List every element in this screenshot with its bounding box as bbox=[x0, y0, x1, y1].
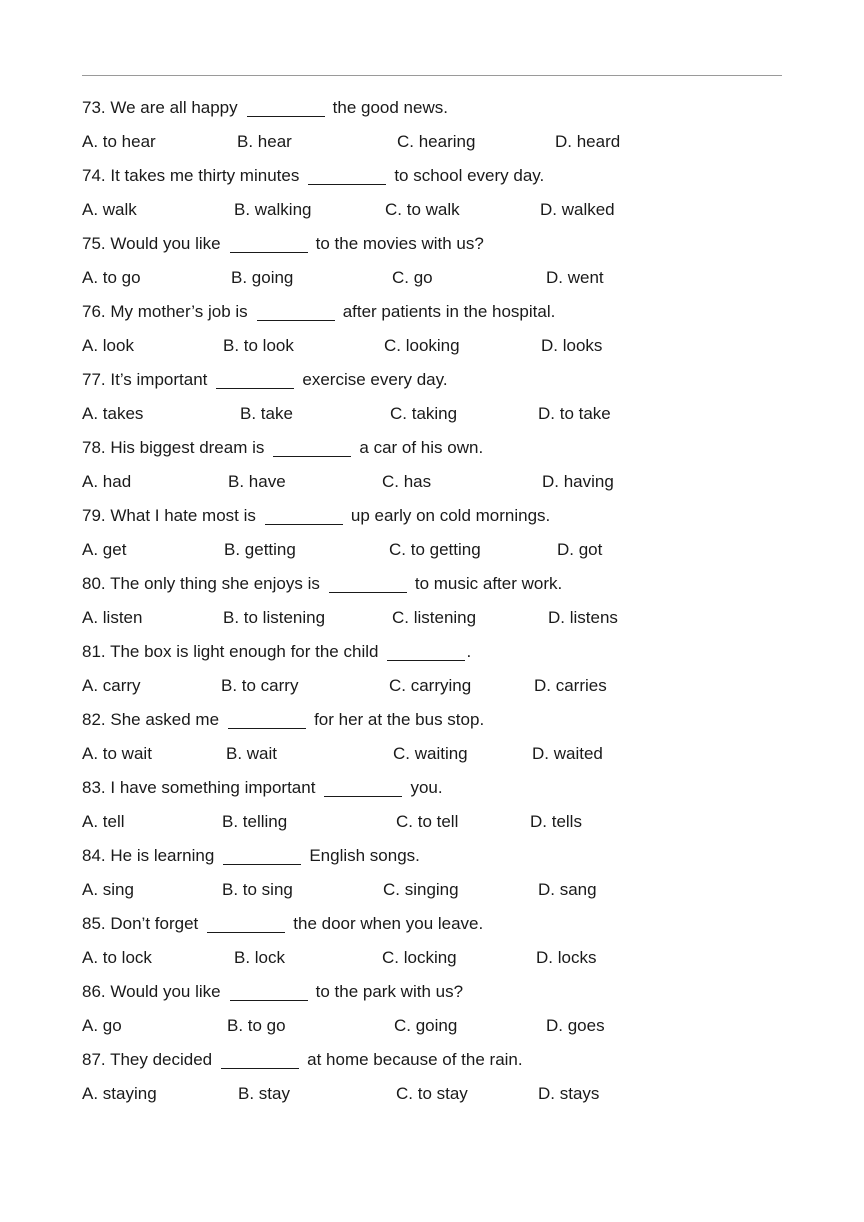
question-number: 79. bbox=[82, 506, 106, 525]
question-stem: What I hate most is bbox=[110, 506, 256, 525]
options-row bbox=[82, 1080, 802, 1114]
question-stem: The only thing she enjoys is bbox=[110, 574, 320, 593]
question-stem-end: up early on cold mornings. bbox=[350, 506, 551, 525]
option-c: C. carrying bbox=[389, 676, 472, 695]
option-b: B. to listening bbox=[223, 608, 326, 627]
question-number: 77. bbox=[82, 370, 106, 389]
question-stem: My mother’s job is bbox=[110, 302, 248, 321]
question-stem: I have something important bbox=[110, 778, 316, 797]
options-row bbox=[82, 196, 802, 230]
question-stem: We are all happy bbox=[110, 98, 238, 117]
option-b: B. to go bbox=[227, 1016, 286, 1035]
options-row bbox=[82, 1012, 802, 1046]
option-b: B. hear bbox=[237, 132, 292, 151]
options-row bbox=[82, 468, 802, 502]
option-c: C. taking bbox=[390, 404, 458, 423]
option-a: A. listen bbox=[82, 608, 143, 627]
question-number: 84. bbox=[82, 846, 106, 865]
options-row bbox=[82, 876, 802, 910]
answer-blank bbox=[247, 98, 325, 117]
question-stem-end: to the park with us? bbox=[315, 982, 464, 1001]
option-d: D. stays bbox=[538, 1084, 600, 1103]
option-c: C. locking bbox=[382, 948, 457, 967]
question-stem-end: a car of his own. bbox=[359, 438, 484, 457]
option-d: D. looks bbox=[541, 336, 603, 355]
answer-blank bbox=[221, 1050, 299, 1069]
question-number: 87. bbox=[82, 1050, 106, 1069]
answer-blank bbox=[324, 778, 402, 797]
question-82 bbox=[82, 706, 802, 740]
question-stem: Don’t forget bbox=[110, 914, 199, 933]
answer-blank bbox=[257, 302, 335, 321]
question-stem: It takes me thirty minutes bbox=[110, 166, 300, 185]
options-row bbox=[82, 536, 802, 570]
answer-blank bbox=[273, 438, 351, 457]
question-stem-end: the good news. bbox=[332, 98, 448, 117]
top-divider bbox=[82, 75, 782, 76]
question-stem-end: . bbox=[466, 642, 472, 661]
question-stem: Would you like bbox=[110, 982, 221, 1001]
option-b: B. going bbox=[231, 268, 294, 287]
options-row bbox=[82, 740, 802, 774]
option-b: B. to sing bbox=[222, 880, 293, 899]
question-stem-end: after patients in the hospital. bbox=[342, 302, 556, 321]
question-number: 80. bbox=[82, 574, 106, 593]
option-d: D. went bbox=[546, 268, 604, 287]
question-81 bbox=[82, 638, 802, 672]
question-stem-end: exercise every day. bbox=[302, 370, 448, 389]
question-stem: They decided bbox=[110, 1050, 213, 1069]
options-row bbox=[82, 808, 802, 842]
options-row bbox=[82, 604, 802, 638]
option-a: A. staying bbox=[82, 1084, 157, 1103]
option-c: C. to tell bbox=[396, 812, 459, 831]
answer-blank bbox=[230, 234, 308, 253]
question-number: 81. bbox=[82, 642, 106, 661]
option-d: D. heard bbox=[555, 132, 621, 151]
option-a: A. to go bbox=[82, 268, 141, 287]
question-stem-end: to school every day. bbox=[394, 166, 545, 185]
question-75 bbox=[82, 230, 802, 264]
question-number: 83. bbox=[82, 778, 106, 797]
question-number: 73. bbox=[82, 98, 106, 117]
question-stem: Would you like bbox=[110, 234, 221, 253]
option-b: B. wait bbox=[226, 744, 278, 763]
question-80 bbox=[82, 570, 802, 604]
option-b: B. lock bbox=[234, 948, 286, 967]
question-84 bbox=[82, 842, 802, 876]
option-b: B. to carry bbox=[221, 676, 299, 695]
question-stem: He is learning bbox=[110, 846, 215, 865]
answer-blank bbox=[329, 574, 407, 593]
question-79 bbox=[82, 502, 802, 536]
option-a: A. to hear bbox=[82, 132, 156, 151]
option-b: B. telling bbox=[222, 812, 288, 831]
question-number: 82. bbox=[82, 710, 106, 729]
options-row bbox=[82, 672, 802, 706]
answer-blank bbox=[265, 506, 343, 525]
question-number: 76. bbox=[82, 302, 106, 321]
option-d: D. listens bbox=[548, 608, 618, 627]
option-d: D. to take bbox=[538, 404, 611, 423]
question-stem-end: English songs. bbox=[309, 846, 420, 865]
option-b: B. getting bbox=[224, 540, 296, 559]
option-a: A. to wait bbox=[82, 744, 152, 763]
question-stem-end: to music after work. bbox=[414, 574, 563, 593]
option-a: A. takes bbox=[82, 404, 144, 423]
option-b: B. walking bbox=[234, 200, 312, 219]
question-stem-end: you. bbox=[410, 778, 443, 797]
option-d: D. waited bbox=[532, 744, 603, 763]
option-b: B. stay bbox=[238, 1084, 290, 1103]
option-b: B. take bbox=[240, 404, 293, 423]
question-76 bbox=[82, 298, 802, 332]
question-87 bbox=[82, 1046, 802, 1080]
question-73 bbox=[82, 94, 802, 128]
option-d: D. goes bbox=[546, 1016, 605, 1035]
option-c: C. to walk bbox=[385, 200, 460, 219]
answer-blank bbox=[308, 166, 386, 185]
question-stem: The box is light enough for the child bbox=[110, 642, 379, 661]
question-number: 78. bbox=[82, 438, 106, 457]
option-a: A. carry bbox=[82, 676, 141, 695]
options-row bbox=[82, 400, 802, 434]
option-d: D. tells bbox=[530, 812, 582, 831]
option-a: A. look bbox=[82, 336, 134, 355]
question-83 bbox=[82, 774, 802, 808]
option-b: B. have bbox=[228, 472, 286, 491]
answer-blank bbox=[230, 982, 308, 1001]
option-b: B. to look bbox=[223, 336, 294, 355]
option-c: C. going bbox=[394, 1016, 458, 1035]
option-c: C. listening bbox=[392, 608, 477, 627]
option-c: C. go bbox=[392, 268, 433, 287]
option-d: D. walked bbox=[540, 200, 615, 219]
option-d: D. having bbox=[542, 472, 614, 491]
answer-blank bbox=[216, 370, 294, 389]
options-row bbox=[82, 332, 802, 366]
question-85 bbox=[82, 910, 802, 944]
option-a: A. go bbox=[82, 1016, 122, 1035]
option-a: A. get bbox=[82, 540, 127, 559]
option-c: C. waiting bbox=[393, 744, 468, 763]
options-row bbox=[82, 264, 802, 298]
question-number: 75. bbox=[82, 234, 106, 253]
question-number: 85. bbox=[82, 914, 106, 933]
option-c: C. has bbox=[382, 472, 432, 491]
question-stem-end: for her at the bus stop. bbox=[314, 710, 485, 729]
option-c: C. to stay bbox=[396, 1084, 468, 1103]
options-row bbox=[82, 944, 802, 978]
question-number: 86. bbox=[82, 982, 106, 1001]
answer-blank bbox=[207, 914, 285, 933]
option-a: A. to lock bbox=[82, 948, 152, 967]
option-c: C. singing bbox=[383, 880, 459, 899]
question-stem-end: at home because of the rain. bbox=[307, 1050, 523, 1069]
option-c: C. to getting bbox=[389, 540, 481, 559]
answer-blank bbox=[387, 642, 465, 661]
option-a: A. had bbox=[82, 472, 132, 491]
question-74 bbox=[82, 162, 802, 196]
option-d: D. sang bbox=[538, 880, 597, 899]
option-c: C. looking bbox=[384, 336, 460, 355]
question-78 bbox=[82, 434, 802, 468]
option-a: A. walk bbox=[82, 200, 137, 219]
option-a: A. sing bbox=[82, 880, 134, 899]
option-c: C. hearing bbox=[397, 132, 476, 151]
option-d: D. got bbox=[557, 540, 603, 559]
question-86 bbox=[82, 978, 802, 1012]
answer-blank bbox=[228, 710, 306, 729]
question-list bbox=[82, 94, 802, 1114]
options-row bbox=[82, 128, 802, 162]
option-d: D. locks bbox=[536, 948, 597, 967]
question-number: 74. bbox=[82, 166, 106, 185]
question-stem-end: to the movies with us? bbox=[315, 234, 484, 253]
question-stem-end: the door when you leave. bbox=[293, 914, 484, 933]
option-a: A. tell bbox=[82, 812, 125, 831]
question-stem: She asked me bbox=[110, 710, 220, 729]
question-77 bbox=[82, 366, 802, 400]
question-stem: It’s important bbox=[110, 370, 208, 389]
answer-blank bbox=[223, 846, 301, 865]
question-stem: His biggest dream is bbox=[110, 438, 265, 457]
option-d: D. carries bbox=[534, 676, 607, 695]
